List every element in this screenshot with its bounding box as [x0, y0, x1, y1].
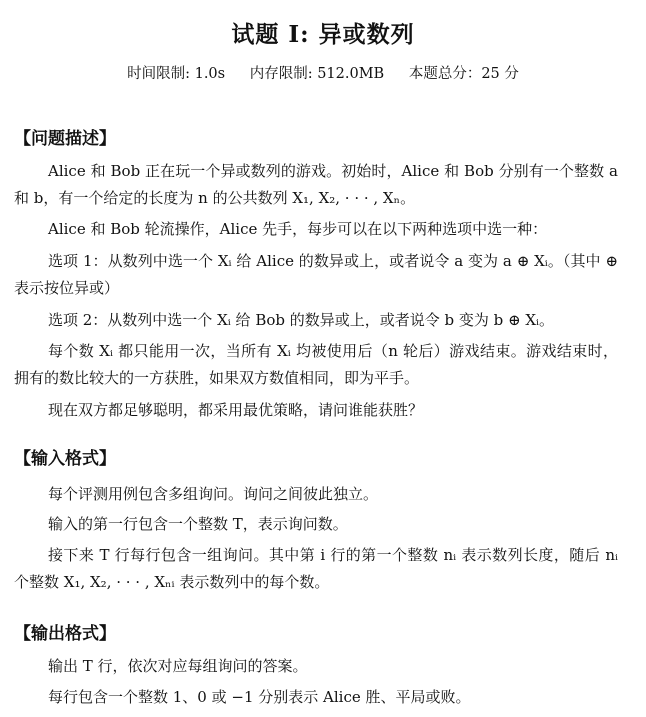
- problem-title: 试题 I: 异或数列: [231, 21, 415, 48]
- description-paragraph-4: 选项 2：从数列中选一个 Xᵢ 给 Bob 的数异或上，或者说令 b 变为 b ⊕ Xᵢ。: [48, 311, 555, 329]
- total-score: 本题总分：25 分: [408, 66, 519, 82]
- description-paragraph-2: Alice 和 Bob 轮流操作，Alice 先手，每步可以在以下两种选项中选一种：: [48, 220, 548, 238]
- output-paragraph-1: 输出 T 行，依次对应每组询问的答案。: [48, 657, 308, 675]
- description-paragraph-3: 选项 1：从数列中选一个 Xᵢ 给 Alice 的数异或上，或者说令 a 变为 a ⊕ Xᵢ。（其中 ⊕ 表示按位异或）: [14, 252, 618, 297]
- input-heading: 【输入格式】: [14, 449, 116, 469]
- time-limit: 时间限制: 1.0s: [127, 66, 226, 82]
- description-heading: 【问题描述】: [14, 129, 116, 149]
- problem-meta: [0, 62, 646, 83]
- input-paragraph-2: 输入的第一行包含一个整数 T，表示询问数。: [48, 515, 348, 533]
- description-paragraph-5: 每个数 Xᵢ 都只能用一次，当所有 Xᵢ 均被使用后（n 轮后）游戏结束。游戏结束时，拥有的数比较大的一方获胜，如果双方数值相同，即为平手。: [14, 342, 618, 387]
- input-paragraph-3: 接下来 T 行每行包含一组询问。其中第 i 行的第一个整数 nᵢ 表示数列长度，随后 nᵢ 个整数 X₁, X₂, · · · , Xₙᵢ 表示数列中的每个数。: [14, 546, 618, 591]
- description-paragraph-1: Alice 和 Bob 正在玩一个异或数列的游戏。初始时，Alice 和 Bob 分别有一个整数 a 和 b，有一个给定的长度为 n 的公共数列 X₁, X₂, · · · , Xₙ。: [14, 162, 618, 207]
- description-paragraph-6: 现在双方都足够聪明，都采用最优策略，请问谁能获胜？: [48, 401, 424, 419]
- input-paragraph-1: 每个评测用例包含多组询问。询问之间彼此独立。: [48, 485, 379, 503]
- output-paragraph-2: 每行包含一个整数 1、0 或 −1 分别表示 Alice 胜、平局或败。: [48, 688, 471, 706]
- output-heading: 【输出格式】: [14, 624, 116, 644]
- memory-limit: 内存限制: 512.0MB: [249, 66, 385, 82]
